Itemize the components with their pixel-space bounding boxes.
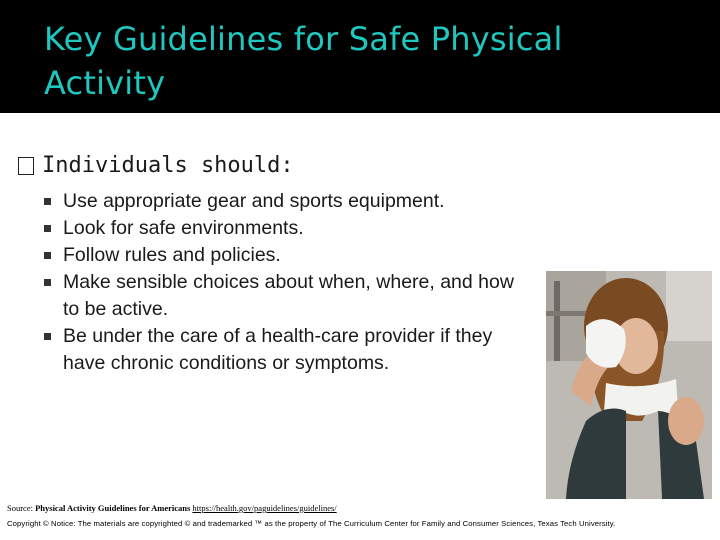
slide-title-line-2: Activity bbox=[44, 64, 166, 102]
copyright-notice: Copyright © Notice: The materials are copyrighted © and trademarked ™ as the property of The Curriculum Center for Family and Consumer Sciences, Texas Tech University. bbox=[7, 519, 616, 528]
slide-title bbox=[44, 17, 644, 105]
woman-with-towel-illustration bbox=[546, 271, 712, 499]
source-link[interactable]: https://health.gov/paguidelines/guidelines/ bbox=[192, 503, 337, 513]
square-bullet-icon bbox=[44, 252, 51, 259]
square-bullet-icon bbox=[44, 225, 51, 232]
list-item-text: Make sensible choices about when, where, and how to be active. bbox=[63, 271, 514, 320]
list-item bbox=[44, 269, 558, 323]
title-bar bbox=[0, 0, 720, 113]
list-item bbox=[44, 323, 558, 377]
square-bullet-icon bbox=[18, 157, 34, 175]
list-item-text: Follow rules and policies. bbox=[63, 244, 281, 266]
woman-with-towel-photo bbox=[546, 271, 712, 499]
square-bullet-icon bbox=[44, 333, 51, 340]
content-area bbox=[18, 150, 558, 377]
list-item bbox=[44, 242, 558, 269]
list-item-text: Look for safe environments. bbox=[63, 217, 304, 239]
source-prefix: Source: bbox=[7, 503, 33, 513]
main-bullet bbox=[18, 150, 558, 182]
list-item-text: Be under the care of a health-care provider if they have chronic conditions or symptoms. bbox=[63, 325, 493, 374]
source-citation bbox=[7, 503, 337, 513]
slide-title-line-1: Key Guidelines for Safe Physical bbox=[44, 20, 563, 58]
source-title: Physical Activity Guidelines for Americans bbox=[35, 503, 191, 513]
sub-bullet-list bbox=[18, 188, 558, 377]
list-item-text: Use appropriate gear and sports equipment. bbox=[63, 190, 445, 212]
list-item bbox=[44, 215, 558, 242]
main-bullet-text: Individuals should: bbox=[42, 153, 294, 178]
square-bullet-icon bbox=[44, 279, 51, 286]
list-item bbox=[44, 188, 558, 215]
square-bullet-icon bbox=[44, 198, 51, 205]
